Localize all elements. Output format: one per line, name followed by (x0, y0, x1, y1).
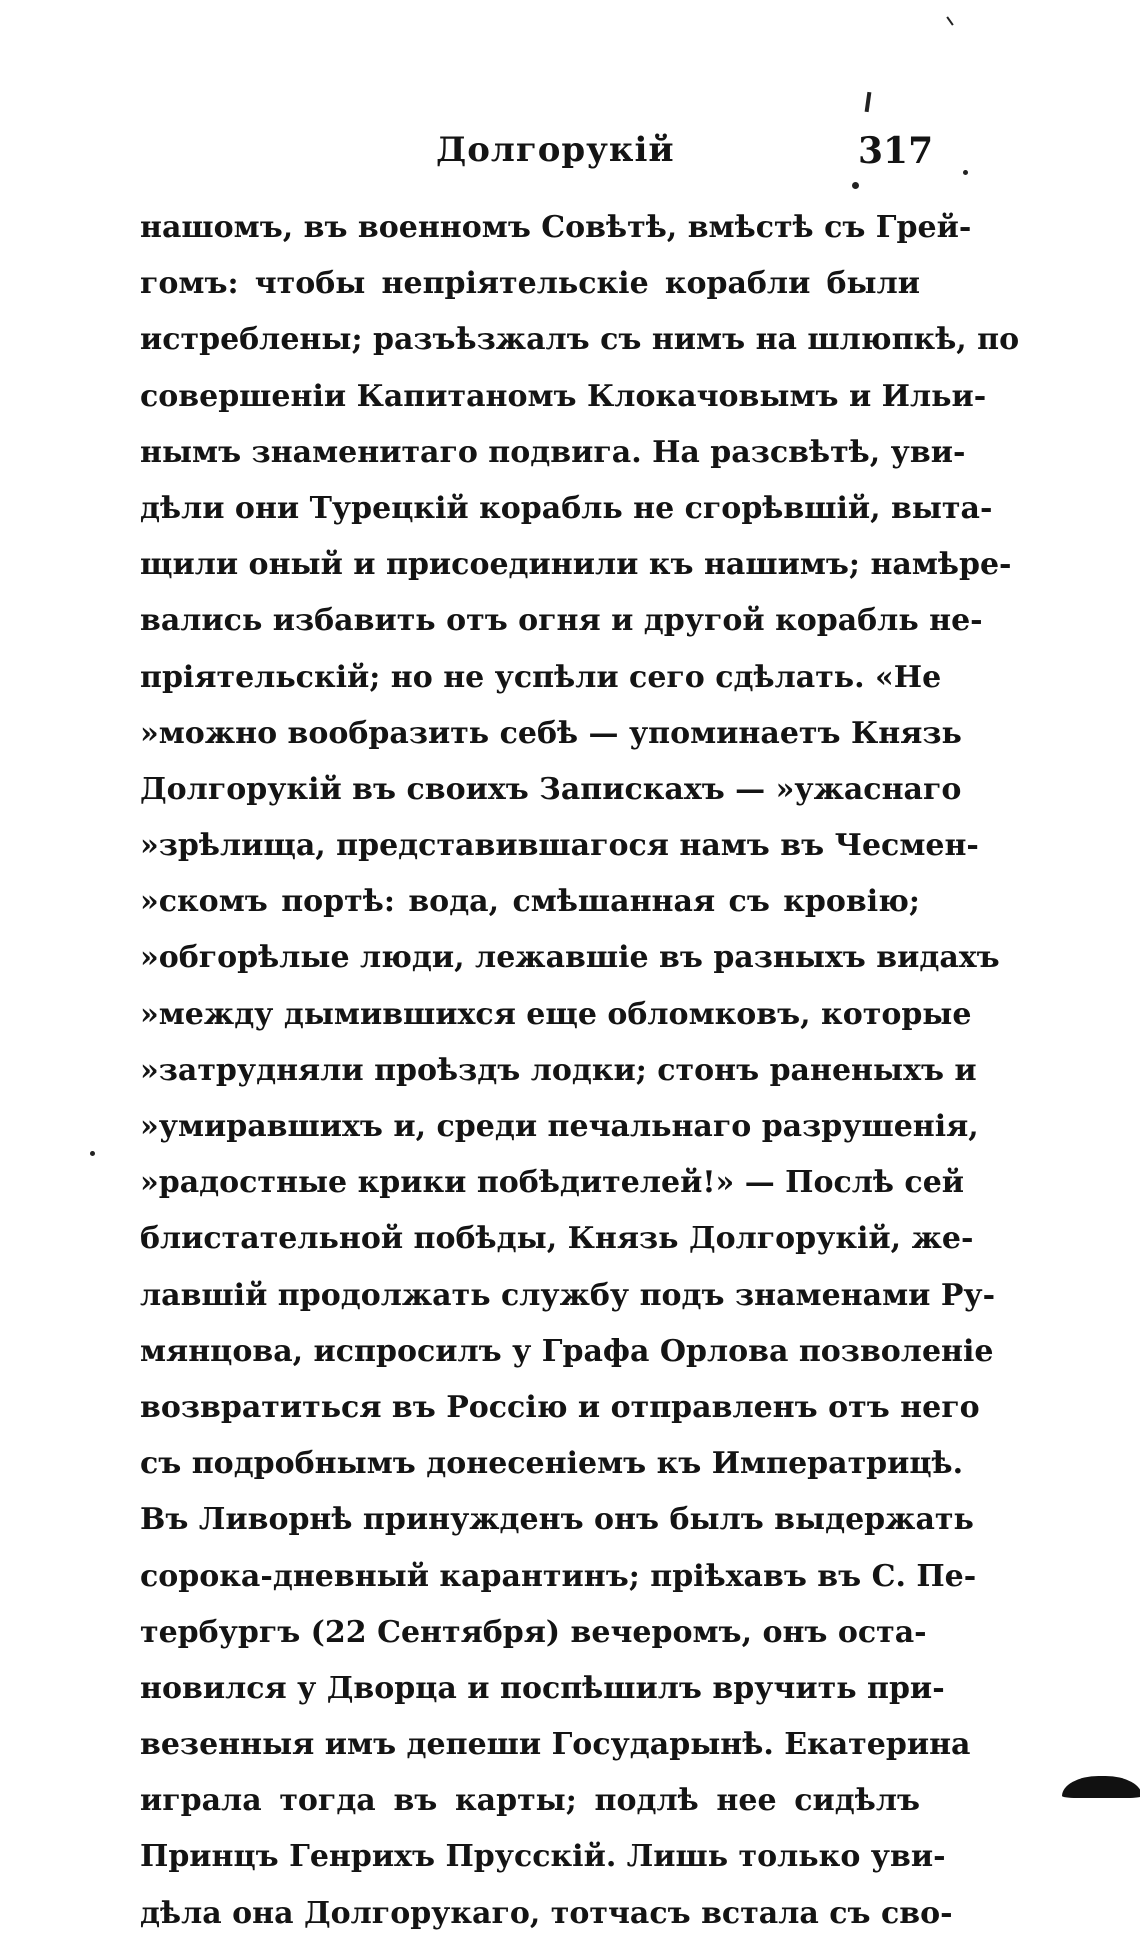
text-line: дѣли они Турецкій корабль не сгорѣвшій, выта- (140, 490, 993, 526)
text-line: съ подробнымъ донесеніемъ къ Императрицѣ. (140, 1446, 964, 1482)
text-line: »затрудняли проѣздъ лодки; стонъ раненыхъ и (140, 1052, 977, 1088)
text-line: »умиравшихъ и, среди печальнаго разрушенія, (140, 1109, 979, 1144)
text-line: гомъ: чтобы непріятельскіе корабли были (140, 266, 920, 302)
text-line: нымъ знаменитаго подвига. На разсвѣтѣ, уви- (140, 434, 966, 470)
body-text (140, 200, 1020, 1942)
text-line: сорока-дневный карантинъ; пріѣхавъ въ С. Пе- (140, 1558, 977, 1594)
text-line: новился у Дворца и поспѣшилъ вручить при- (140, 1670, 945, 1706)
page-number: 317 (858, 130, 934, 172)
text-line: »обгорѣлые люди, лежавшіе въ разныхъ видахъ (140, 940, 1000, 976)
text-line: тербургъ (22 Сентября) вечеромъ, онъ оста- (140, 1614, 927, 1650)
running-head (0, 130, 1140, 180)
text-line: везенныя имъ депеши Государынѣ. Екатерина (140, 1727, 971, 1763)
text-line: лавшій продолжать службу подъ знаменами Ру- (140, 1277, 996, 1313)
text-line: »между дымившихся еще обломковъ, которые (140, 996, 972, 1032)
text-line: мянцова, испросилъ у Графа Орлова позволеніе (140, 1333, 994, 1369)
text-line: истреблены; разъѣзжалъ съ нимъ на шлюпкѣ, по (140, 322, 1020, 358)
text-line: играла тогда въ карты; подлѣ нее сидѣлъ (140, 1783, 920, 1819)
text-line: дѣла она Долгорукаго, тотчасъ встала съ сво- (140, 1895, 953, 1931)
running-title: Долгорукій (436, 130, 675, 170)
scan-speck (946, 16, 953, 25)
scan-speck (963, 170, 968, 175)
scan-speck (865, 92, 872, 112)
text-line: »зрѣлища, представившагося намъ въ Чесмен- (140, 828, 979, 864)
text-line: Въ Ливорнѣ принужденъ онъ былъ выдержать (140, 1502, 974, 1538)
text-line: Принцъ Генрихъ Прусскій. Лишь только уви- (140, 1839, 946, 1875)
scan-speck (90, 1151, 95, 1156)
ink-blot (1062, 1776, 1140, 1798)
text-line: Долгорукій въ своихъ Запискахъ — »ужаснаго (140, 771, 962, 807)
text-line: »можно вообразить себѣ — упоминаетъ Князь (140, 715, 962, 751)
text-line: совершеніи Капитаномъ Клокачовымъ и Ильи- (140, 378, 987, 414)
text-line: »скомъ портѣ: вода, смѣшанная съ кровію; (140, 884, 920, 920)
text-line: возвратиться въ Россію и отправленъ отъ него (140, 1389, 980, 1425)
text-line: пріятельскій; но не успѣли сего сдѣлать. «Не (140, 659, 942, 695)
text-line: вались избавить отъ огня и другой корабль не- (140, 603, 983, 639)
text-line: щили оный и присоединили къ нашимъ; намѣре- (140, 547, 1012, 583)
text-line: »радостные крики побѣдителей!» — Послѣ сей (140, 1165, 965, 1201)
text-line: нашомъ, въ военномъ Совѣтѣ, вмѣстѣ съ Грей- (140, 210, 972, 245)
text-line: блистательной побѣды, Князь Долгорукій, же- (140, 1221, 974, 1257)
scan-speck (852, 182, 859, 189)
